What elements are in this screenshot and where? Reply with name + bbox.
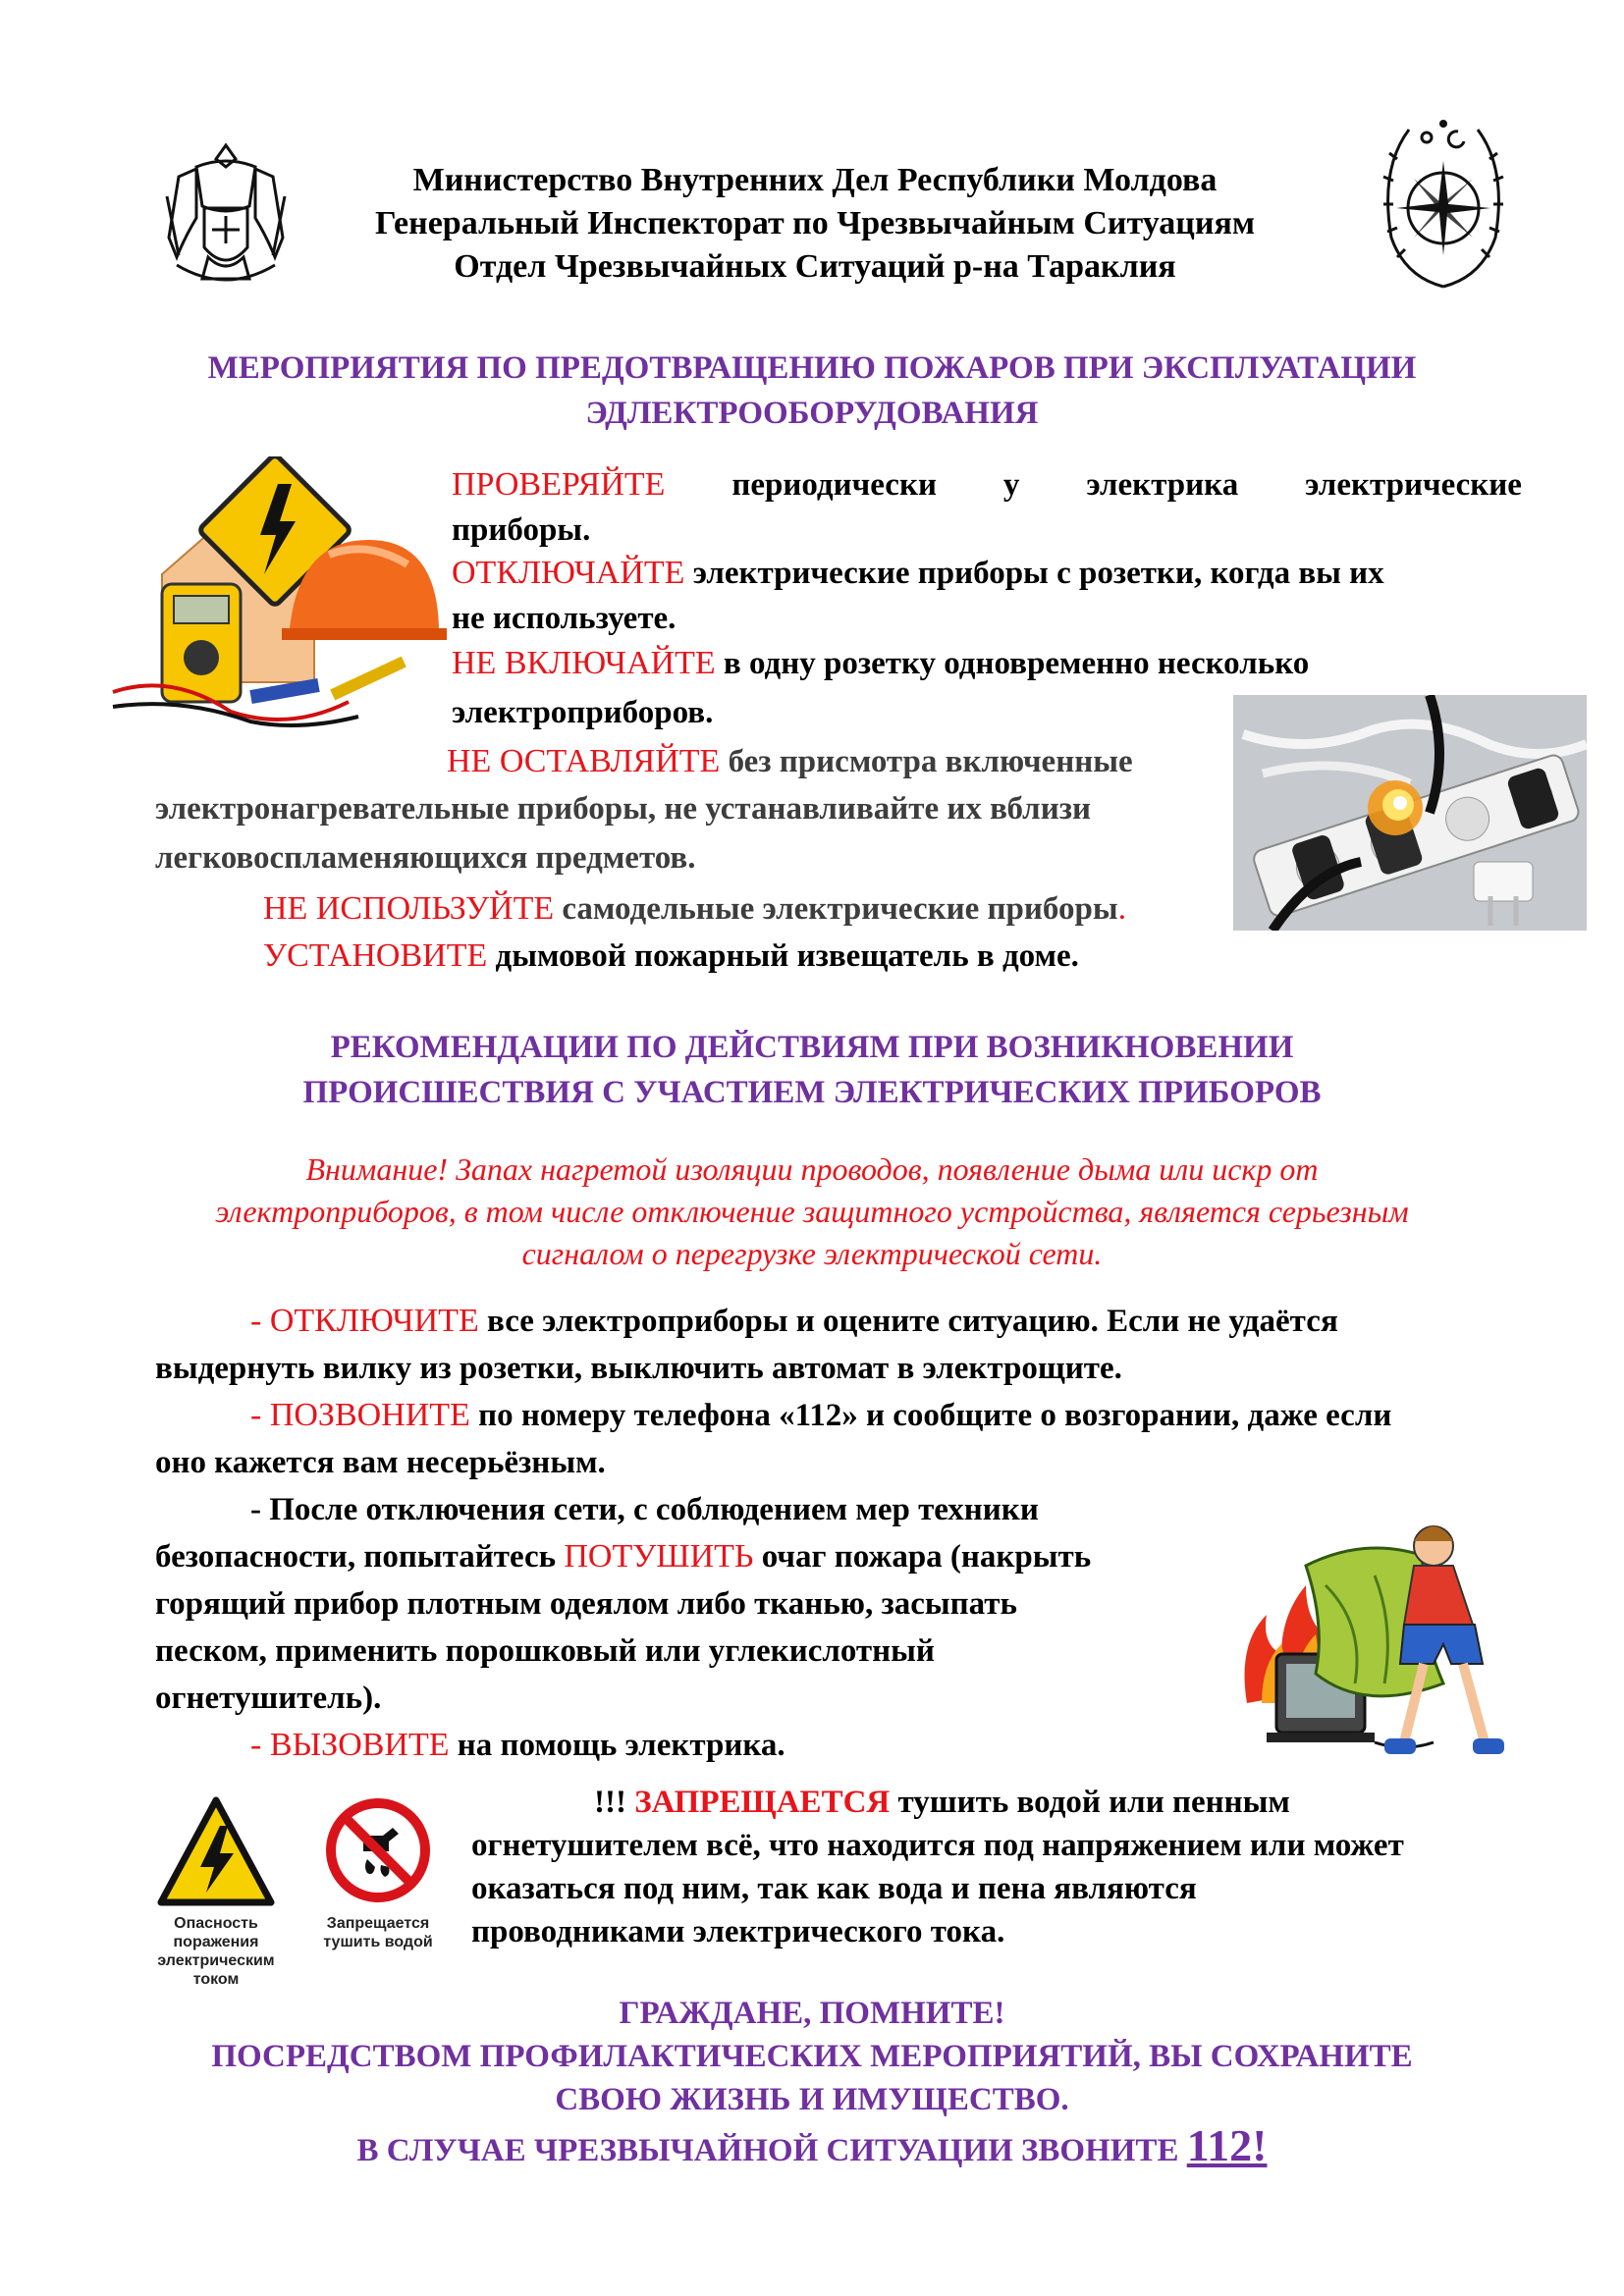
section2-title-line2: ПРОИСШЕСТВИЯ С УЧАСТИЕМ ЭЛЕКТРИЧЕСКИХ ПРИБОРОВ (302, 1075, 1322, 1110)
step-call-text: по номеру телефона «112» и сообщите о возгорании, даже если (478, 1398, 1392, 1433)
step-disconnect-line2: выдернуть вилку из розетки, выключить автомат в электрощите. (155, 1351, 1122, 1386)
item-check-line2: приборы. (452, 512, 591, 548)
tag-electrician: ВЫЗОВИТЕ (269, 1727, 450, 1763)
tag-prohibited: ЗАПРЕЩАЕТСЯ (634, 1785, 891, 1820)
item-unplug-line1 (452, 550, 1384, 597)
item-unattended-text: без присмотра включенные (728, 744, 1133, 779)
step-electrician-line (250, 1722, 785, 1769)
item-unplug-line2: не используете. (452, 601, 677, 636)
item-check-word4: электрические (1305, 467, 1522, 503)
footer-line3: СВОЮ ЖИЗНЬ И ИМУЩЕСТВО. (555, 2082, 1069, 2117)
step-call-line1 (250, 1392, 1391, 1439)
step-extinguish-text-b: очаг пожара (накрыть (761, 1539, 1092, 1575)
item-overload-line1 (452, 640, 1309, 687)
header-department: Отдел Чрезвычайных Ситуаций р-на Тараклия (454, 248, 1176, 285)
item-check-line1 (452, 461, 1522, 508)
item-unattended-line2: электронагревательные приборы, не устанавливайте их вблизи (155, 791, 1091, 827)
prohibition-line4: проводниками электрического тока. (471, 1914, 1005, 1949)
step-extinguish-line2 (155, 1533, 1091, 1580)
item-detector-line (263, 933, 1079, 980)
footer-line2: ПОСРЕДСТВОМ ПРОФИЛАКТИЧЕСКИХ МЕРОПРИЯТИЙ, ВЫ СОХРАНИТЕ (211, 2039, 1413, 2074)
header-inspectorate: Генеральный Инспекторат по Чрезвычайным Ситуациям (374, 205, 1256, 241)
tag-unattended: НЕ ОСТАВЛЯЙТЕ (447, 743, 721, 779)
prohibition-line3: оказаться под ним, так как вода и пена являются (471, 1871, 1197, 1906)
footer-call-text: В СЛУЧАЕ ЧРЕЗВЫЧАЙНОЙ СИТУАЦИИ ЗВОНИТЕ (356, 2133, 1179, 2168)
item-homemade-text: самодельные электрические приборы (562, 891, 1118, 927)
item-detector-text: дымовой пожарный извещатель в доме. (495, 938, 1079, 974)
step-extinguish-line5: огнетушитель). (155, 1681, 382, 1716)
warning-line3: сигналом о перегрузке электрической сети. (521, 1236, 1103, 1271)
item-homemade-line (263, 885, 1126, 933)
electric-tools-helmet-image (103, 456, 452, 736)
emergency-number: 112! (1186, 2120, 1268, 2170)
item-homemade-tail: . (1117, 890, 1127, 927)
danger-caption-1: Опасность (174, 1915, 258, 1932)
prohibition-prefix: !!! (594, 1785, 626, 1820)
tag-homemade: НЕ ИСПОЛЬЗУЙТЕ (263, 890, 555, 927)
emergency-service-emblem-icon (1370, 110, 1517, 296)
warning-line2: электроприборов, в том числе отключение защитного устройства, является серьезным (215, 1194, 1409, 1229)
section1-title: МЕРОПРИЯТИЯ ПО ПРЕДОТВРАЩЕНИЮ ПОЖАРОВ ПРИ ЭКСПЛУАТАЦИИ (207, 350, 1417, 386)
tag-extinguish: ПОТУШИТЬ (564, 1538, 754, 1575)
item-overload-line2: электроприборов. (452, 695, 714, 730)
section2-title: РЕКОМЕНДАЦИИ ПО ДЕЙСТВИЯМ ПРИ ВОЗНИКНОВЕНИИ (330, 1030, 1294, 1065)
nowater-caption-2: тушить водой (323, 1934, 433, 1950)
moldova-coat-of-arms-icon (157, 137, 295, 304)
prohibition-line1 (594, 1779, 1290, 1826)
step-extinguish-line4: песком, применить порошковый или углекислотный (155, 1633, 935, 1669)
high-voltage-warning-sign-icon (157, 1796, 275, 1909)
prohibition-text1: тушить водой или пенным (897, 1785, 1290, 1820)
nowater-caption-1: Запрещается (326, 1915, 430, 1932)
prohibition-line2: огнетушителем всё, что находится под напряжением или может (471, 1828, 1404, 1863)
tag-disconnect: ОТКЛЮЧИТЕ (269, 1303, 479, 1339)
boy-extinguishing-fire-illustration (1227, 1507, 1522, 1772)
danger-caption-3: электрическим (157, 1952, 275, 1969)
danger-caption-4: током (192, 1971, 240, 1988)
tag-overload: НЕ ВКЛЮЧАЙТЕ (452, 645, 716, 681)
tag-detector: УСТАНОВИТЕ (263, 937, 488, 974)
item-check-word1: периодически (731, 467, 937, 503)
footer-remember: ГРАЖДАНЕ, ПОМНИТЕ! (619, 1996, 1005, 2031)
item-unplug-text: электрические приборы с розетки, когда вы их (692, 556, 1384, 591)
step-disconnect-line1 (250, 1298, 1338, 1345)
step-electrician-text: на помощь электрика. (457, 1728, 785, 1763)
tag-check: ПРОВЕРЯЙТЕ (452, 466, 666, 503)
no-water-extinguish-sign-icon (324, 1796, 432, 1904)
step-extinguish-text-a: безопасности, попытайтесь (155, 1539, 557, 1575)
item-unattended-line1 (447, 738, 1133, 785)
item-unattended-line3: легковоспламеняющихся предметов. (155, 840, 696, 876)
step-disconnect-text: все электроприборы и оцените ситуацию. Если не удаётся (486, 1304, 1338, 1339)
footer-line4 (98, 2120, 1526, 2176)
item-check-word2: у (1002, 467, 1020, 503)
step-electrician-dash: - (250, 1727, 270, 1763)
header-ministry: Министерство Внутренних Дел Республики Молдова (412, 162, 1218, 198)
item-overload-text: в одну розетку одновременно несколько (723, 646, 1310, 681)
step-extinguish-line3: горящий прибор плотным одеялом либо тканью, засыпать (155, 1586, 1017, 1622)
tag-call: ПОЗВОНИТЕ (269, 1397, 470, 1433)
section1-title-line2: ЭДЛЕКТРООБОРУДОВАНИЯ (585, 396, 1039, 431)
step-call-dash: - (250, 1397, 270, 1433)
tag-unplug: ОТКЛЮЧАЙТЕ (452, 555, 685, 591)
item-check-word3: электрика (1086, 467, 1239, 503)
warning-line1: Внимание! Запах нагретой изоляции проводов, появление дыма или искр от (305, 1151, 1319, 1187)
burning-socket-photo (1233, 695, 1587, 931)
step-disconnect-dash: - (250, 1303, 270, 1339)
step-call-line2: оно кажется вам несерьёзным. (155, 1445, 606, 1480)
step-extinguish-line1: - После отключения сети, с соблюдением мер техники (250, 1492, 1039, 1527)
danger-caption-2: поражения (173, 1934, 259, 1950)
